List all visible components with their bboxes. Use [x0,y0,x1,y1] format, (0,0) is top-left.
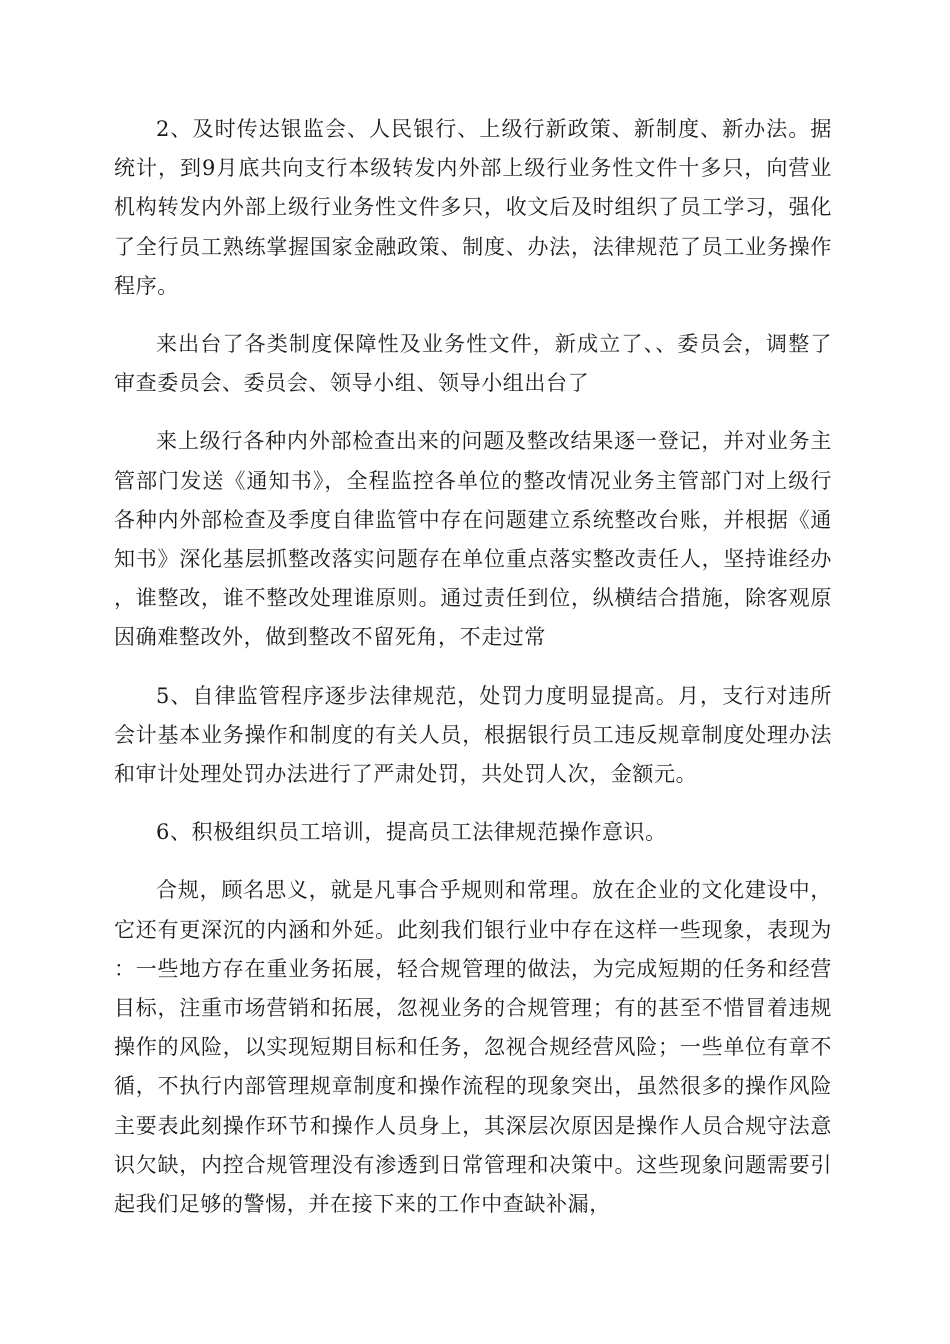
paragraph-self-supervision: 5、自律监管程序逐步法律规范，处罚力度明显提高。月，支行对违所会计基本业务操作和制度的有关人员，根据银行员工违反规章制度处理办法和审计处理处罚办法进行了严肃处罚，共处罚人次，金额元。 [114,683,832,787]
paragraph-rectification: 来上级行各种内外部检查出来的问题及整改结果逐一登记，并对业务主管部门发送《通知书》，全程监控各单位的整改情况业务主管部门对上级行各种内外部检查及季度自律监管中存在问题建立系统整改台账，并根据《通知书》深化基层抓整改落实问题存在单位重点落实整改责任人，坚持谁经办，谁整改，谁不整改处理谁原则。通过责任到位，纵横结合措施，除客观原因确难整改外，做到整改不留死角，不走过常 [114,429,832,650]
document-body [114,110,832,1243]
paragraph-regulations-issued: 来出台了各类制度保障性及业务性文件，新成立了、、委员会，调整了审查委员会、委员会、领导小组、领导小组出台了 [114,332,832,396]
paragraph-staff-training: 6、积极组织员工培训，提高员工法律规范操作意识。 [156,820,667,845]
paragraph-compliance-meaning: 合规，顾名思义，就是凡事合乎规则和常理。放在企业的文化建设中，它还有更深沉的内涵和外延。此刻我们银行业中存在这样一些现象，表现为：一些地方存在重业务拓展，轻合规管理的做法，为完成短期的任务和经营目标，注重市场营销和拓展，忽视业务的合规管理；有的甚至不惜冒着违规操作的风险，以实现短期目标和任务，忽视合规经营风险；一些单位有章不循，不执行内部管理规章制度和操作流程的现象突出，虽然很多的操作风险主要表此刻操作环节和操作人员身上，其深层次原因是操作人员合规守法意识欠缺，内控合规管理没有渗透到日常管理和决策中。这些现象问题需要引起我们足够的警惕，并在接下来的工作中查缺补漏， [114,878,832,1217]
paragraph-policy-relay: 2、及时传达银监会、人民银行、上级行新政策、新制度、新办法。据统计，到9月底共向支行本级转发内外部上级行业务性文件十多只，向营业机构转发内外部上级行业务性文件多只，收文后及时组织了员工学习，强化了全行员工熟练掌握国家金融政策、制度、办法，法律规范了员工业务操作程序。 [114,117,832,298]
